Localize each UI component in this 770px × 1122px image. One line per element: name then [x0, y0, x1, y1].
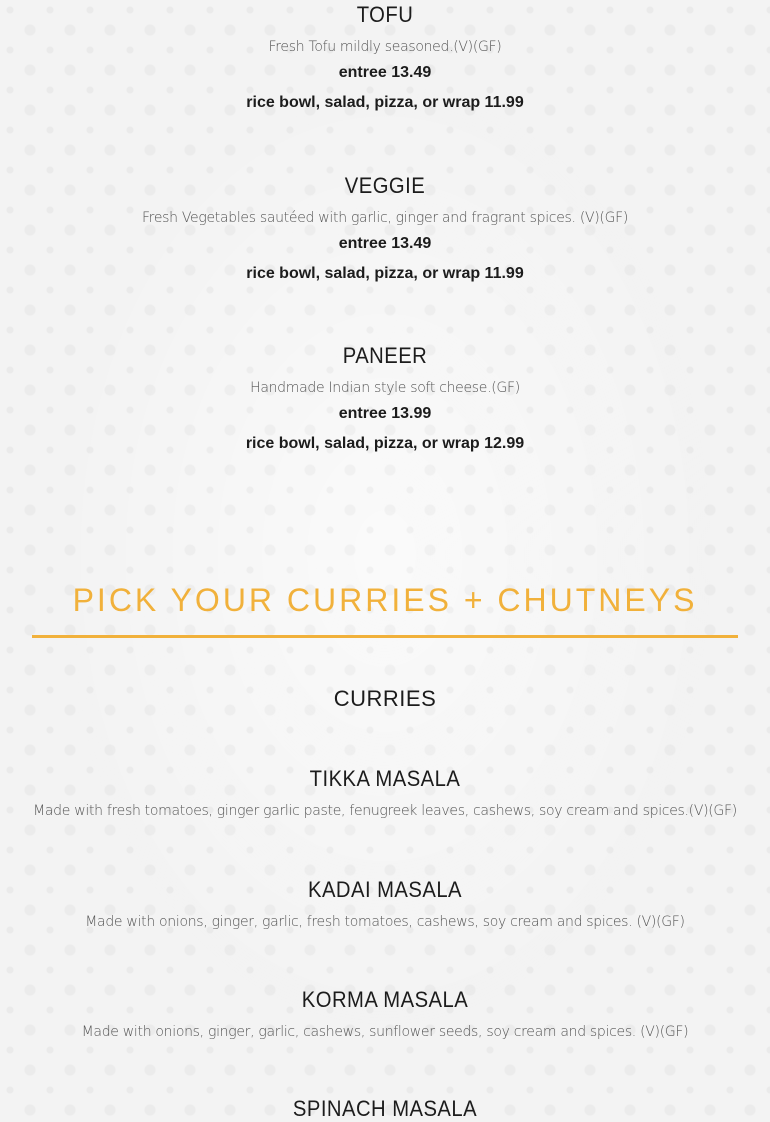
item-name: TOFU	[356, 2, 414, 27]
bowl-price: rice bowl, salad, pizza, or wrap 11.99	[246, 94, 524, 111]
curry-item-spinach-masala	[0, 1096, 770, 1122]
bowl-price: rice bowl, salad, pizza, or wrap 11.99	[246, 265, 524, 282]
curries-subheading: CURRIES	[333, 686, 437, 711]
entree-price: entree 13.49	[338, 64, 432, 81]
item-description: Fresh Vegetables sautéed with garlic, ginger and fragrant spices. (V)(GF)	[141, 210, 629, 226]
item-name: KADAI MASALA	[307, 877, 462, 902]
item-description: Made with onions, ginger, garlic, fresh tomatoes, cashews, soy cream and spices. (V)(GF)	[85, 914, 685, 930]
item-description: Handmade Indian style soft cheese.(GF)	[250, 380, 520, 396]
item-name: SPINACH MASALA	[292, 1096, 478, 1121]
curry-item-korma-masala	[0, 987, 770, 1043]
item-name: TIKKA MASALA	[309, 766, 461, 791]
entree-price: entree 13.49	[338, 235, 432, 252]
entree-price: entree 13.99	[338, 405, 432, 422]
menu-item-paneer	[0, 343, 770, 459]
bowl-price: rice bowl, salad, pizza, or wrap 12.99	[245, 435, 525, 452]
item-name: VEGGIE	[344, 173, 426, 198]
item-description: Fresh Tofu mildly seasoned.(V)(GF)	[268, 39, 502, 55]
curry-item-tikka-masala	[0, 766, 770, 822]
curry-item-kadai-masala	[0, 877, 770, 933]
menu-item-veggie	[0, 173, 770, 289]
menu-item-tofu	[0, 2, 770, 118]
item-name: KORMA MASALA	[301, 987, 469, 1012]
item-description: Made with onions, ginger, garlic, cashews, sunflower seeds, soy cream and spices. (V)(GF)	[81, 1024, 689, 1040]
item-name: PANEER	[342, 343, 428, 368]
item-description: Made with fresh tomatoes, ginger garlic paste, fenugreek leaves, cashews, soy cream and spices.(V)(GF)	[33, 803, 737, 819]
section-title: PICK YOUR CURRIES + CHUTNEYS	[72, 582, 698, 618]
section-divider	[32, 635, 738, 638]
